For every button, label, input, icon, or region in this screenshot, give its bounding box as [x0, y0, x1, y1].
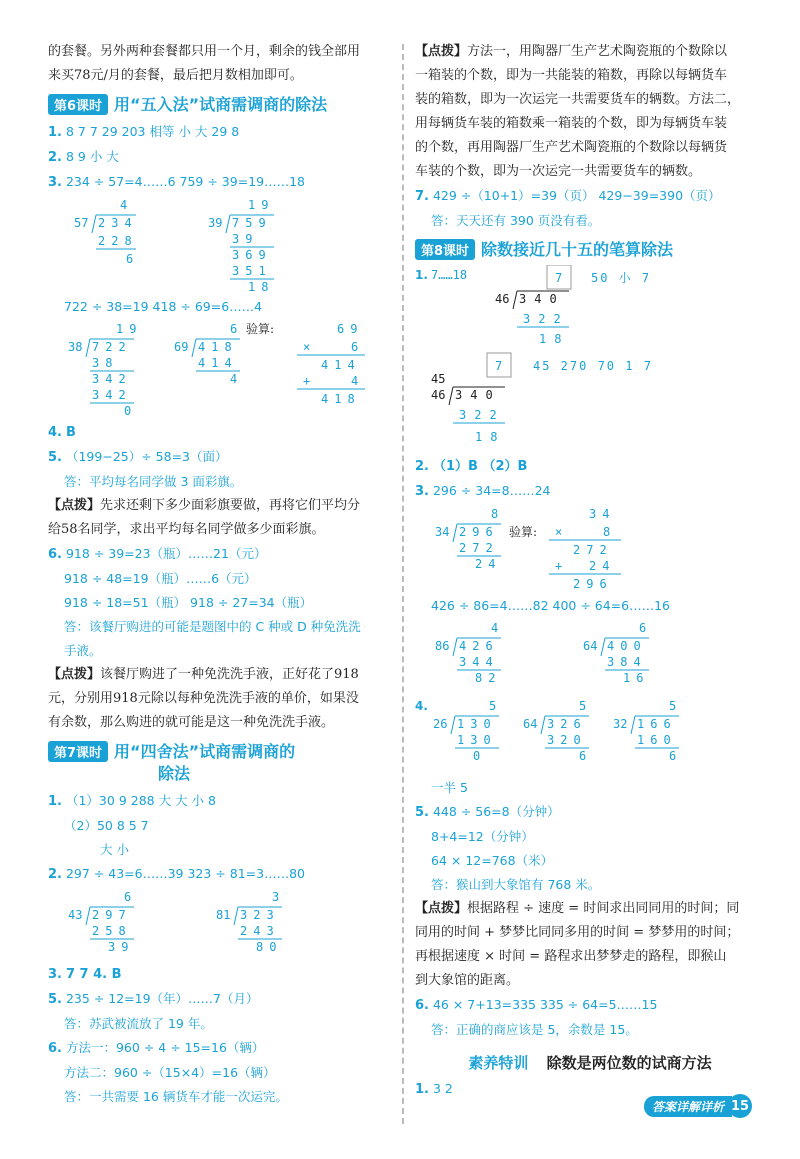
long-division-64: [583, 621, 649, 685]
tip-label: 【点拨】: [415, 901, 468, 916]
mul-op: ×: [303, 340, 311, 354]
special-title-1: 素养特训: [468, 1054, 529, 1072]
long-division-group-4: [415, 504, 765, 594]
answer-statement: 答：平均每名同学做 3 面彩旗。: [64, 474, 243, 489]
section-6-title: 用“五入法”试商需调商的除法: [114, 95, 328, 114]
check-label: 验算:: [509, 525, 538, 539]
long-division-64-b: [523, 699, 589, 763]
q-number: 4.: [415, 699, 428, 713]
answer: 方法一：960 ÷ 4 ÷ 15=16（辆）: [65, 1040, 265, 1055]
long-division-81: [216, 890, 282, 954]
div-product: 322: [459, 408, 505, 422]
answer: 8 7 7 29 203 相等 小 大 29 8: [65, 124, 240, 139]
long-division-43: [68, 890, 134, 954]
add-op: +: [303, 374, 311, 388]
long-division-86: [435, 621, 501, 685]
div-divisor: 46: [431, 388, 446, 402]
page-number: 15: [728, 1094, 752, 1118]
answer: 45 270 70 1 7: [533, 359, 653, 373]
mul-a: 69: [337, 322, 364, 336]
long-division-26: [433, 699, 499, 763]
intro-line-1: 的套餐。另外两种套餐都只用一个月，剩余的钱全部用: [48, 44, 361, 59]
div-remainder: 18: [248, 280, 275, 294]
answer-statement: 答：天天还有 390 页没有看。: [431, 213, 601, 228]
div-quotient: 6: [639, 621, 647, 635]
q-number: 3.: [48, 175, 62, 190]
div-dividend: 340: [455, 388, 501, 402]
q-number: 5.: [48, 450, 62, 465]
div-divisor: 26: [433, 717, 448, 731]
add-b: 24: [589, 559, 616, 573]
q-number: 3.: [48, 967, 62, 982]
div-product: 384: [607, 655, 647, 669]
div-remainder: 0: [124, 404, 132, 418]
div-dividend: 130: [457, 717, 497, 731]
answer: 8 9 小 大: [65, 149, 119, 164]
div-product: 39: [232, 232, 259, 246]
answer: 297 ÷ 43=6……39 323 ÷ 81=3……80: [65, 866, 305, 881]
answer: 大 小: [100, 842, 129, 857]
div-product: 228: [98, 234, 138, 248]
left-column: [48, 40, 393, 1109]
div-remainder: 342: [92, 372, 132, 386]
long-division-46-b: [431, 387, 505, 444]
box-value: 7: [495, 359, 503, 373]
section-6-header: [48, 94, 393, 116]
div-divisor: 32: [613, 717, 628, 731]
add-result: 418: [321, 392, 361, 406]
section-7-header: [48, 741, 393, 785]
tip-line: 到大象馆的距离。: [415, 973, 520, 988]
q-number: 7.: [415, 189, 429, 204]
q-number: 2.: [48, 867, 62, 882]
div-quotient: 3: [272, 890, 280, 904]
answer: 64 × 12=768（米）: [431, 853, 554, 868]
div-dividend: 166: [637, 717, 677, 731]
tip-line: 同用的时间 + 梦梦比同同多用的时间 = 梦梦用的时间；: [415, 925, 740, 940]
tip-label: 【点拨】: [48, 667, 101, 682]
long-division-group-1: [48, 195, 388, 295]
div-divisor: 39: [208, 216, 223, 230]
answer: （1）B （2）B: [432, 459, 528, 474]
div-divisor: 64: [583, 639, 598, 653]
answer: 46 × 7+13=335 335 ÷ 64=5……15: [432, 997, 658, 1012]
div-divisor: 64: [523, 717, 538, 731]
multiplication-check-69: [297, 322, 365, 406]
answer-statement: 答：该餐厅购进的可能是题图中的 C 种或 D 种免洗洗: [64, 619, 361, 634]
answer: 3 2: [432, 1081, 453, 1096]
q-number: 5.: [415, 805, 429, 820]
div-product: 160: [637, 733, 677, 747]
div-remainder: 16: [623, 671, 650, 685]
div-quotient: 19: [116, 322, 143, 336]
long-division-38: [68, 322, 142, 418]
answer-statement: 答：猴山到大象馆有 768 米。: [431, 877, 601, 892]
intro-line-2: 来买78元/月的套餐，最后把月数相加即可。: [48, 68, 303, 83]
div-remainder: 18: [475, 430, 506, 444]
answer: 448 ÷ 56=8（分钟）: [432, 804, 560, 819]
q-number: 1.: [48, 794, 62, 809]
column-divider: [402, 44, 404, 1124]
mul-product: 414: [321, 358, 361, 372]
answer: （199−25）÷ 58=3（面）: [65, 449, 228, 464]
q-number: 1.: [415, 1082, 429, 1097]
tip-line: 的个数，再用陶器厂生产艺术陶瓷瓶的个数除以每辆货: [415, 140, 728, 155]
section-7-badge: 第7课时: [48, 741, 108, 762]
div-remainder: 369: [232, 248, 272, 262]
check-label: 验算:: [246, 322, 275, 336]
mul-op: ×: [555, 525, 563, 539]
special-training-header: [415, 1052, 765, 1073]
section-8-header: [415, 239, 765, 261]
answer: 方法二：960 ÷（15×4）=16（辆）: [64, 1065, 276, 1080]
div-remainder: 0: [473, 749, 481, 763]
div-remainder: 82: [475, 671, 502, 685]
div-dividend: 297: [92, 908, 132, 922]
title-line: 用“四舍法”试商需调商的: [114, 742, 296, 761]
mul-product: 272: [573, 543, 613, 557]
answer-statement: 手液。: [64, 643, 102, 658]
title-line: 除法: [158, 764, 191, 783]
div-remainder: 18: [539, 332, 570, 346]
answer-statement: 答：苏武被流放了 19 年。: [64, 1016, 213, 1031]
div-dividend: 400: [607, 639, 647, 653]
long-division-69: [174, 322, 274, 386]
answer: 918 ÷ 39=23（瓶）……21（元）: [65, 546, 267, 561]
div-product: 272: [459, 541, 499, 555]
q-number: 1.: [415, 268, 428, 282]
div-quotient: 4: [120, 198, 128, 212]
footer-label: 答案详解详析: [644, 1096, 732, 1117]
div-divisor: 38: [68, 340, 83, 354]
div-remainder: 4: [230, 372, 238, 386]
q-number: 6.: [48, 1041, 62, 1056]
tip-line: 该餐厅购进了一种免洗洗手液，正好花了918: [100, 667, 359, 682]
div-remainder: 24: [475, 557, 502, 571]
long-division-group-3: [48, 887, 388, 963]
div-remainder: 6: [579, 749, 587, 763]
div-dividend: 722: [92, 340, 132, 354]
add-b: 4: [351, 374, 359, 388]
box-value: 7: [555, 271, 563, 285]
div-quotient: 4: [491, 621, 499, 635]
answer: 918 ÷ 48=19（瓶）……6（元）: [64, 571, 257, 586]
div-quotient: 5: [579, 699, 587, 713]
div-quotient: 8: [491, 507, 499, 521]
answer: 50 小 7: [591, 271, 652, 285]
div-dividend: 426: [459, 639, 499, 653]
tip-line: 用每辆货车装的箱数乘一箱装的个数，即为每辆货车装: [415, 116, 728, 131]
section-6-badge: 第6课时: [48, 94, 108, 115]
q-number: 6.: [48, 547, 62, 562]
div-product: 130: [457, 733, 497, 747]
div-divisor: 81: [216, 908, 231, 922]
section-8-q1-block: [415, 265, 765, 455]
div-remainder: 6: [126, 252, 134, 266]
right-column: [415, 40, 765, 1102]
tip-line: 给58名同学，求出平均每名同学做多少面彩旗。: [48, 522, 325, 537]
q-number: 1.: [48, 125, 62, 140]
q-number: 3.: [415, 484, 429, 499]
long-division-39: [208, 198, 274, 294]
div-quotient: 19: [248, 198, 275, 212]
q-number: 6.: [415, 998, 429, 1013]
answer-statement: 答：一共需要 16 辆货车才能一次运完。: [64, 1089, 288, 1104]
div-remainder: 6: [669, 749, 677, 763]
div-remainder: 80: [256, 940, 283, 954]
q-number: 2.: [415, 459, 429, 474]
div-dividend: 340: [519, 292, 565, 306]
answer: 429 ÷（10+1）=39（页） 429−39=390（页）: [432, 188, 721, 203]
div-quotient: 5: [489, 699, 497, 713]
div-product: 243: [240, 924, 280, 938]
answer: 918 ÷ 18=51（瓶） 918 ÷ 27=34（瓶）: [64, 595, 313, 610]
section-8-badge: 第8课时: [415, 239, 475, 260]
tip-line: 再根据速度 × 时间 = 路程求出梦梦走的路程，即猴山: [415, 949, 727, 964]
answer: 426 ÷ 86=4……82 400 ÷ 64=6……16: [431, 598, 671, 613]
tip-line: 先求还剩下多少面彩旗要做，再将它们平均分: [100, 498, 361, 513]
q-number: 5.: [48, 992, 62, 1007]
div-dividend: 296: [459, 525, 499, 539]
answer: （2）50 8 5 7: [64, 818, 149, 833]
div-divisor: 34: [435, 525, 450, 539]
tip-paragraph: [415, 40, 765, 64]
answer: （1）30 9 288 大 大 小 8: [65, 793, 216, 808]
mul-b: 6: [351, 340, 359, 354]
long-division-group-2: [48, 319, 388, 421]
div-product: 38: [92, 356, 119, 370]
tip-line: 装的箱数，即为一次运完一共需要货车的辆数。方法二，: [415, 92, 741, 107]
div-quotient: 6: [124, 890, 132, 904]
answer: B: [65, 425, 76, 440]
answer: 7……18: [431, 268, 468, 282]
answer: 296 ÷ 34=8……24: [432, 483, 551, 498]
div-dividend: 418: [198, 340, 238, 354]
long-division-group-6: [415, 696, 765, 776]
div-product: 351: [232, 264, 272, 278]
answer-statement: 答：正确的商应该是 5，余数是 15。: [431, 1022, 638, 1037]
div-remainder: 39: [108, 940, 135, 954]
div-divisor: 46: [495, 292, 510, 306]
long-division-32: [613, 699, 679, 763]
div-product: 342: [92, 388, 132, 402]
div-divisor: 43: [68, 908, 83, 922]
div-divisor: 69: [174, 340, 189, 354]
div-product: 414: [198, 356, 238, 370]
div-quotient: 5: [669, 699, 677, 713]
tip-line: 车装的个数，即为一次运完一共需要货车的辆数。: [415, 164, 702, 179]
q-number: 2.: [48, 150, 62, 165]
tip-line: 根据路程 ÷ 速度 = 时间求出同同用的时间；同: [467, 901, 740, 916]
tip-line: 元，分别用918元除以每种免洗洗手液的单价，如果没: [48, 691, 359, 706]
tip-paragraph: [48, 663, 393, 687]
div-product: 320: [547, 733, 587, 747]
tip-line: 一箱装的个数，即为一共能装的箱数，再除以每辆货车: [415, 68, 728, 83]
q-number: 4.: [48, 425, 62, 440]
tip-label: 【点拨】: [48, 498, 101, 513]
multiplication-check-34: [549, 507, 621, 591]
answer: 722 ÷ 38=19 418 ÷ 69=6……4: [64, 299, 263, 314]
answer: 7 7 4. B: [65, 967, 122, 982]
page-footer: [644, 1094, 752, 1118]
answer: 一半 5: [431, 780, 468, 795]
long-division-46-a: [495, 291, 569, 346]
div-quotient: 6: [230, 322, 238, 336]
tip-line: 方法一，用陶器厂生产艺术陶瓷瓶的个数除以: [467, 44, 728, 59]
answer: 235 ÷ 12=19（年）……7（月）: [65, 991, 259, 1006]
long-division-group-5: [415, 618, 765, 696]
div-product: 322: [523, 312, 569, 326]
div-dividend: 323: [240, 908, 280, 922]
div-divisor: 57: [74, 216, 89, 230]
answer: 234 ÷ 57=4……6 759 ÷ 39=19……18: [65, 174, 305, 189]
div-product: 258: [92, 924, 132, 938]
add-result: 296: [573, 577, 613, 591]
long-division-34: [435, 507, 537, 571]
div-dividend: 759: [232, 216, 272, 230]
section-8-title: 除数接近几十五的笔算除法: [481, 240, 674, 259]
div-divisor: 86: [435, 639, 450, 653]
add-op: +: [555, 559, 563, 573]
special-title-2: 除数是两位数的试商方法: [546, 1054, 712, 1072]
mul-a: 34: [589, 507, 616, 521]
div-dividend: 326: [547, 717, 587, 731]
div-product: 344: [459, 655, 499, 669]
tip-paragraph: [48, 494, 393, 518]
answer: 8+4=12（分钟）: [431, 829, 534, 844]
tip-line: 有余数，那么购进的就可能是这一种免洗洗手液。: [48, 715, 335, 730]
section-7-title: [114, 741, 295, 785]
tip-paragraph: [415, 897, 765, 921]
long-division-57: [74, 198, 138, 266]
div-dividend: 234: [98, 216, 138, 230]
estimate-label: 45: [431, 372, 446, 386]
tip-label: 【点拨】: [415, 44, 468, 59]
mul-b: 8: [603, 525, 611, 539]
